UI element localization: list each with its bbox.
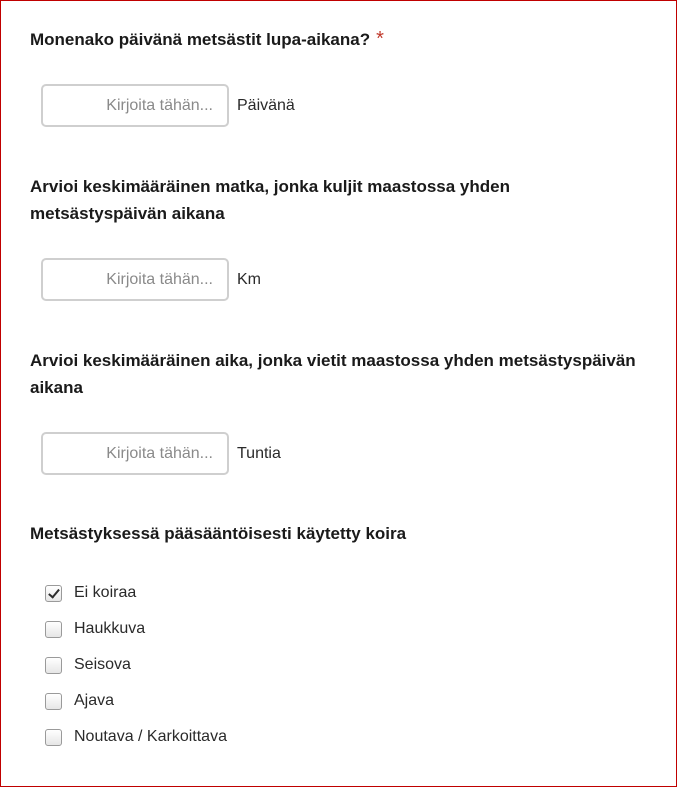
time-unit-label: Tuntia xyxy=(237,444,281,462)
time-input[interactable] xyxy=(41,432,229,475)
days-input[interactable] xyxy=(41,84,229,127)
option-label: Ajava xyxy=(74,692,115,709)
distance-input[interactable] xyxy=(41,258,229,301)
question-time xyxy=(30,347,670,401)
days-unit-label: Päivänä xyxy=(237,96,295,114)
dog-option-barking[interactable] xyxy=(45,611,227,647)
time-field-row xyxy=(41,432,281,475)
checkbox[interactable] xyxy=(45,693,62,710)
dog-option-pointing[interactable] xyxy=(45,647,227,683)
option-label: Haukkuva xyxy=(74,620,146,637)
question-distance xyxy=(30,173,630,227)
checkbox[interactable] xyxy=(45,729,62,746)
checkbox[interactable] xyxy=(45,585,62,602)
distance-unit-label: Km xyxy=(237,270,261,288)
required-marker: * xyxy=(376,28,384,50)
checkbox[interactable] xyxy=(45,621,62,638)
question-label: Monenako päivänä metsästit lupa-aikana? xyxy=(30,30,371,49)
dog-options-list xyxy=(45,575,227,755)
dog-option-retrieving[interactable] xyxy=(45,719,227,755)
distance-field-row xyxy=(41,258,261,301)
option-label: Ei koiraa xyxy=(74,584,137,601)
question-label: Metsästyksessä pääsääntöisesti käytetty koira xyxy=(30,524,407,543)
question-hunting-days xyxy=(30,26,384,53)
days-field-row xyxy=(41,84,295,127)
dog-option-hound[interactable] xyxy=(45,683,227,719)
checkbox[interactable] xyxy=(45,657,62,674)
dog-option-none[interactable] xyxy=(45,575,227,611)
question-dog xyxy=(30,520,406,547)
option-label: Seisova xyxy=(74,656,131,673)
question-label: Arvioi keskimääräinen matka, jonka kuljit maastossa yhden metsästyspäivän aikana xyxy=(30,177,510,223)
question-label: Arvioi keskimääräinen aika, jonka vietit maastossa yhden metsästyspäivän aikana xyxy=(30,351,636,397)
option-label: Noutava / Karkoittava xyxy=(74,728,227,745)
